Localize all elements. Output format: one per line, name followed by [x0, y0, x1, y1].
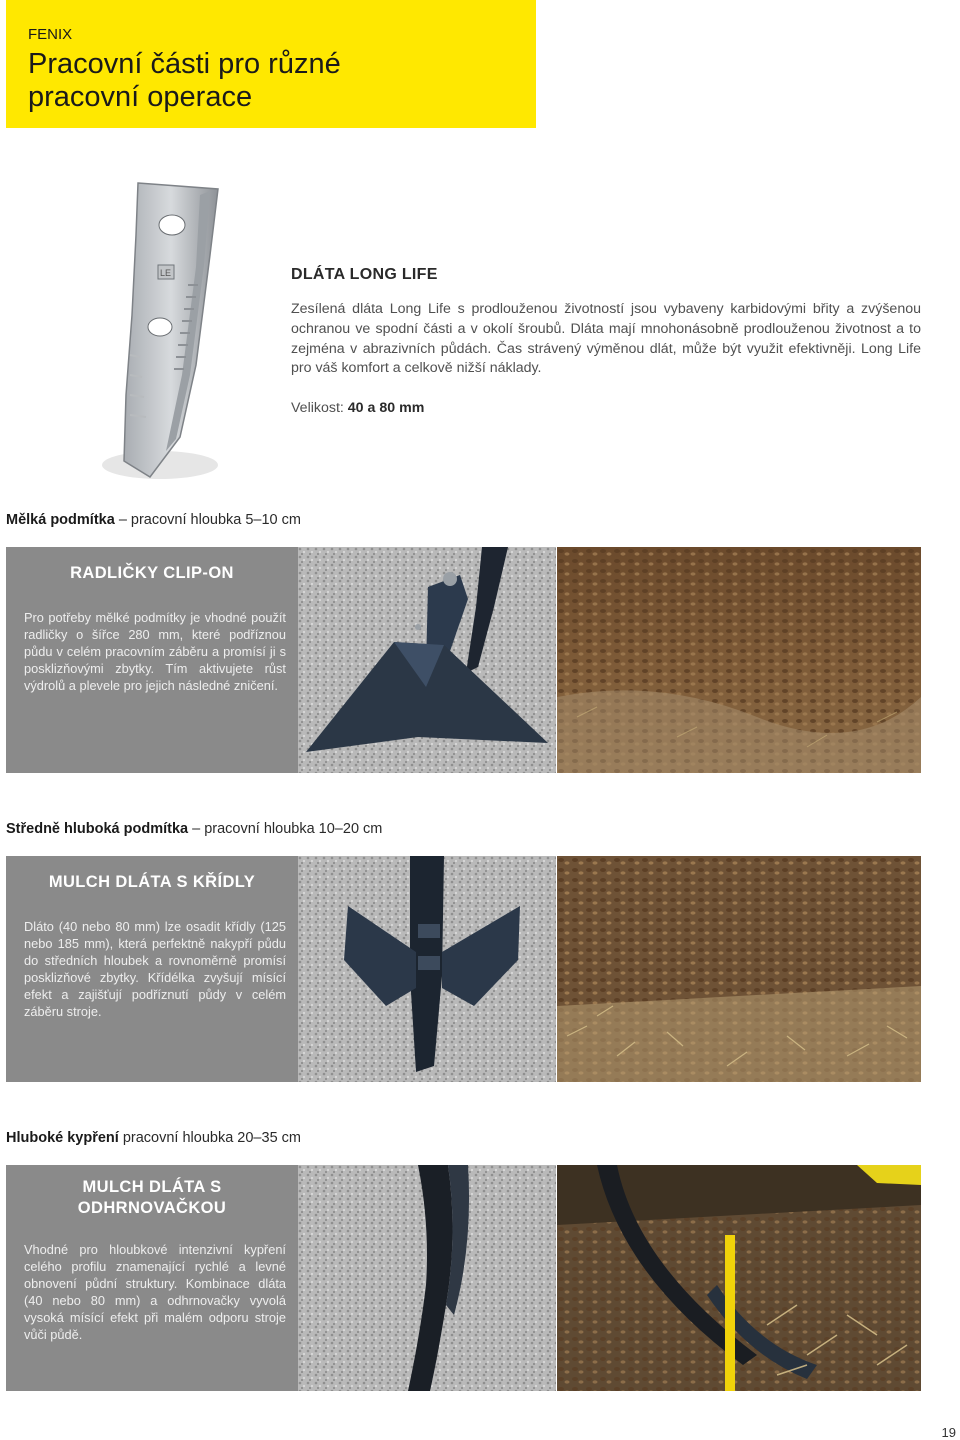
box-title: MULCH DLÁTA S KŘÍDLY — [48, 873, 256, 891]
box-text: Dláto (40 nebo 80 mm) lze osadit křídly (125 nebo 185 mm), která perfektně nakypří půdu do středních hloubek a rovnoměrně promísí posklizňové zbytky. Křídélka zvyšují mísící efekt a zajišťují podříznutí půdy v celém záběru stroje. — [24, 919, 286, 1019]
long-life-chisel-image — [100, 175, 240, 485]
section-label-medium — [6, 821, 382, 837]
section-label-shallow — [6, 512, 301, 528]
winged-chisel-photo — [298, 856, 556, 1082]
long-life-heading: DLÁTA LONG LIFE — [291, 266, 438, 283]
info-box-mulch-wings — [6, 856, 298, 1082]
box-title: MULCH DLÁTA S ODHRNOVAČKOU — [77, 1178, 227, 1217]
box-text: Pro potřeby mělké podmítky je vhodné použít radličky o šířce 280 mm, které podříznou půdu v celém pracovním záběru a promísí ji s posklizňovými zbytky. Tím aktivujete růst výdrolů a plevele pro jejich následné zničení. — [24, 610, 286, 693]
deep-tillage-field-photo — [557, 1165, 921, 1391]
page-number: 19 — [941, 1425, 956, 1440]
section-label-deep — [6, 1130, 301, 1146]
header-banner — [6, 0, 536, 128]
long-life-size — [291, 400, 424, 416]
long-life-logo-text: LE — [160, 268, 172, 278]
brand-label: FENIX — [28, 26, 73, 43]
section-title: Mělká podmítka — [6, 512, 115, 528]
section-title: Středně hluboká podmítka — [6, 821, 189, 837]
section-depth: – pracovní hloubka 10–20 cm — [192, 821, 383, 837]
box-text: Vhodné pro hloubkové intenzivní kypření celého profilu znamenající rychlé a levné obnovení půdní struktury. Kombinace dláta (40 nebo 80 mm) a odhrnovačky vyvolá vysoká mísící efekt při malém odporu stroje vůči půdě. — [24, 1242, 286, 1342]
deflector-chisel-photo — [298, 1165, 556, 1391]
section-title: Hluboké kypření — [6, 1130, 119, 1146]
info-box-mulch-deflector — [6, 1165, 298, 1391]
page-title: Pracovní části pro různé pracovní operace — [28, 48, 341, 113]
box-title: RADLIČKY CLIP-ON — [70, 564, 234, 582]
size-value: 40 a 80 mm — [347, 400, 425, 416]
section-depth: pracovní hloubka 20–35 cm — [122, 1130, 301, 1146]
medium-tillage-field-photo — [557, 856, 921, 1082]
shallow-tillage-field-photo — [557, 547, 921, 773]
size-label: Velikost: — [291, 400, 344, 416]
section-depth: – pracovní hloubka 5–10 cm — [118, 512, 301, 528]
long-life-description: Zesílená dláta Long Life s prodlouženou životností jsou vybaveny karbidovými břity a zvýšenou ochranou ve spodní části a v okolí šroubů. Dláta mají mnohonásobně prodlouženou životnost a to zejména v abrazivních půdách. Čas strávený výměnou dlát, může být využit efektivněji. Long Life pro váš komfort a celkově nižší náklady. — [291, 301, 921, 377]
clip-on-share-photo — [298, 547, 556, 773]
info-box-clip-on — [6, 547, 298, 773]
